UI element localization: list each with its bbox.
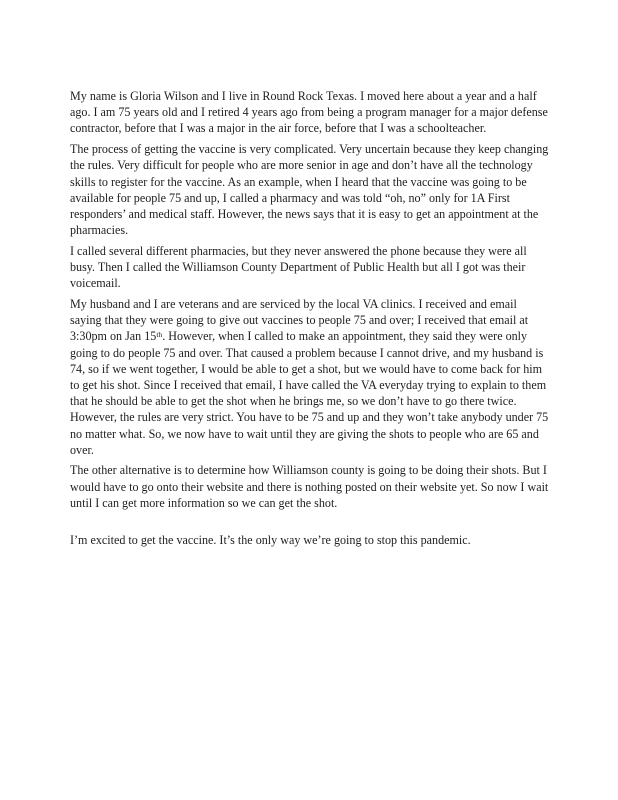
paragraph-closing: I’m excited to get the vaccine. It’s the only way we’re going to stop this pandemic. (70, 533, 471, 548)
paragraph-va-clinics-text-continued: . However, when I called to make an appointment, they said they were only going to do people 75 and over. That caused a problem because I cannot drive, and my husband is 74, so if we went together, I would be able to get a shot, but we would have to come back for him to get his shot. Since I received that email, I have called the VA everyday trying to explain to them that he should be able to get the shot when he brings me, so we don’t have to go there twice. However, the rules are very strict. You have to be 75 and up and they won’t take anybody under 75 no matter what. So, we now have to wait until they are giving the shots to people who are 65 and over. (70, 329, 549, 457)
paragraph-pharmacies: I called several different pharmacies, but they never answered the phone because they were all busy. Then I called the Williamson County Department of Public Health but all I got was their voicemail. (70, 243, 527, 291)
ordinal-suffix: th (156, 329, 163, 339)
paragraph-vaccine-process: The process of getting the vaccine is very complicated. Very uncertain because they keep changing the rules. Very difficult for people who are more senior in age and don’t have all the technology skills to register for the vaccine. As an example, when I heard that the vaccine was going to be available for people 75 and up, I called a pharmacy and was told “oh, no” only for 1A First responders’ and medical staff. However, the news says that it is easy to get an appointment at the pharmacies. (70, 142, 549, 238)
paragraph-alternative: The other alternative is to determine how Williamson county is going to be doing their shots. But I would have to go onto their website and there is nothing posted on their website yet. So now I wait until I can get more information so we can get the shot. (70, 463, 549, 510)
paragraph-va-clinics-text: My husband and I are veterans and are serviced by the local VA clinics. I received and email saying that they were going to give out vaccines to people 75 and over; I received that email at 3:30pm on Jan 15 (70, 296, 529, 344)
paragraph-intro: My name is Gloria Wilson and I live in Round Rock Texas. I moved here about a year and a half ago. I am 75 years old and I retired 4 years ago from being a program manager for a major defense contractor, before that I was a major in the air force, before that I was a schoolteacher. (70, 89, 548, 136)
paragraph-va-clinics (70, 296, 550, 458)
